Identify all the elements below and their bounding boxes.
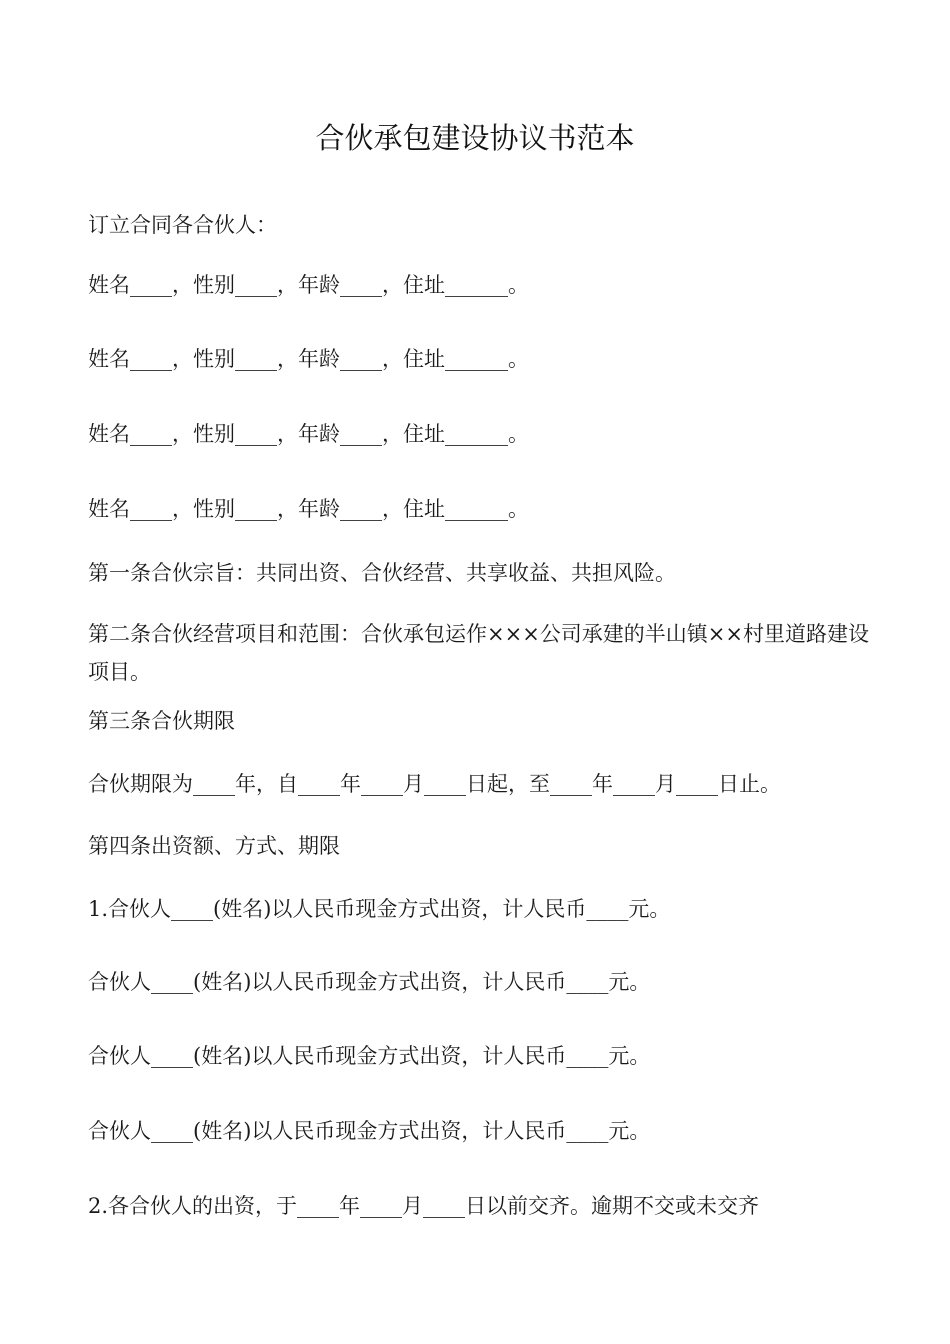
contribution-line: 合伙人____(姓名)以人民币现金方式出资，计人民币____元。 — [88, 970, 651, 994]
contribution-deadline-line: 2.各合伙人的出资，于____年____月____日以前交齐。逾期不交或未交齐 — [88, 1194, 760, 1218]
partner-info-line: 姓名____，性别____，年龄____，住址______。 — [88, 273, 529, 297]
article-4-heading: 第四条出资额、方式、期限 — [88, 834, 340, 858]
contribution-line: 合伙人____(姓名)以人民币现金方式出资，计人民币____元。 — [88, 1044, 651, 1068]
article-1-purpose: 第一条合伙宗旨：共同出资、合伙经营、共享收益、共担风险。 — [88, 561, 676, 585]
partnership-term-line: 合伙期限为____年，自____年____月____日起，至____年____月____日止。 — [88, 772, 781, 796]
article-2-scope: 第二条合伙经营项目和范围：合伙承包运作×××公司承建的半山镇××村里道路建设项目。 — [88, 622, 869, 684]
partner-info-line: 姓名____，性别____，年龄____，住址______。 — [88, 497, 529, 521]
contribution-line: 合伙人____(姓名)以人民币现金方式出资，计人民币____元。 — [88, 1119, 651, 1143]
partner-info-line: 姓名____，性别____，年龄____，住址______。 — [88, 422, 529, 446]
article-3-heading: 第三条合伙期限 — [88, 709, 235, 733]
partner-info-line: 姓名____，性别____，年龄____，住址______。 — [88, 347, 529, 371]
contribution-line: 1.合伙人____(姓名)以人民币现金方式出资，计人民币____元。 — [88, 897, 671, 921]
document-title: 合伙承包建设协议书范本 — [315, 121, 635, 155]
parties-heading: 订立合同各合伙人： — [88, 213, 277, 237]
